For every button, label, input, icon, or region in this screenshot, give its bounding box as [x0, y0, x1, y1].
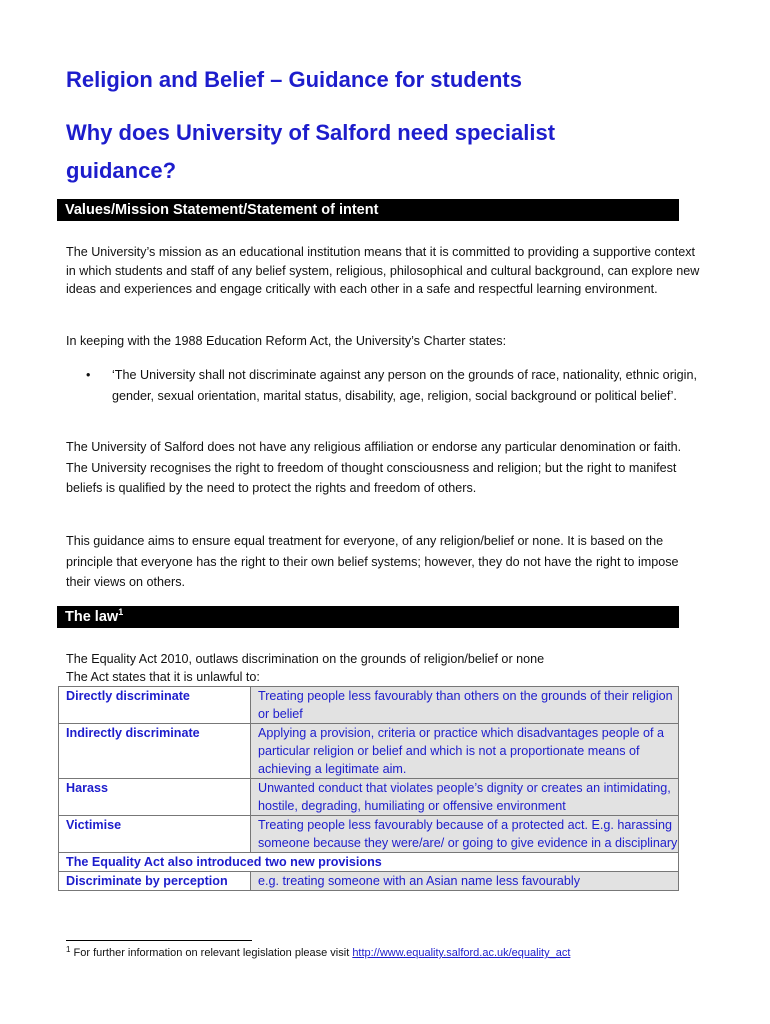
paragraph-guidance-aim: This guidance aims to ensure equal treatment for everyone, of any religion/belief or none. It is based on the principle that everyone has the right to their own belief systems; however, they do not have the right to impose their views on others. — [66, 534, 679, 589]
table-definition-cell: Treating people less favourably than others on the grounds of their religion or belief — [251, 687, 679, 724]
paragraph-mission: The University’s mission as an educational institution means that it is committed to providing a supportive context in which students and staff of any belief system, religious, philosophical and cultural background, can explore new ideas and experiences and engage critically with each other in a safe and respectful learning environment. — [66, 245, 700, 296]
table-row — [59, 853, 679, 872]
table-definition-cell: e.g. treating someone with an Asian name less favourably — [251, 872, 679, 891]
table-definition-cell: Applying a provision, criteria or practice which disadvantages people of a particular religion or belief and which is not a proportionate means of achieving a legitimate aim. — [251, 724, 679, 779]
law-intro-equality-act: The Equality Act 2010, outlaws discrimination on the grounds of religion/belief or none — [66, 652, 545, 666]
table-row — [59, 816, 679, 853]
table-term-cell: Directly discriminate — [59, 687, 251, 724]
table-row — [59, 687, 679, 724]
table-term-cell: Discriminate by perception — [59, 872, 251, 891]
footnote-reference[interactable]: 1 — [118, 607, 124, 617]
table-definition-cell: Treating people less favourably because of a protected act. E.g. harassing someone because they were/are/ or going to give evidence in a disciplinary — [251, 816, 679, 853]
section-heading-law-label: The law — [65, 609, 119, 625]
bullet-icon: • — [86, 368, 91, 382]
paragraph-charter-intro: In keeping with the 1988 Education Reform Act, the University’s Charter states: — [66, 334, 507, 348]
footnote-divider — [66, 940, 252, 941]
table-row — [59, 724, 679, 779]
discrimination-table — [58, 686, 679, 891]
equality-act-link[interactable]: http://www.equality.salford.ac.uk/equality_act — [352, 947, 571, 959]
table-spanning-heading: The Equality Act also introduced two new provisions — [59, 853, 679, 872]
section-heading-law — [57, 606, 679, 628]
section-heading-values: Values/Mission Statement/Statement of intent — [57, 199, 679, 221]
footnote — [66, 945, 726, 961]
table-row — [59, 872, 679, 891]
charter-quote-text: ‘The University shall not discriminate against any person on the grounds of race, nationality, ethnic origin, gender, sexual orientation, marital status, disability, age, religion, social background or political belief’. — [112, 368, 697, 403]
table-definition-cell: Unwanted conduct that violates people’s dignity or creates an intimidating, hostile, degrading, humiliating or offensive environment — [251, 779, 679, 816]
paragraph-affiliation: The University of Salford does not have any religious affiliation or endorse any particular denomination or faith. The University recognises the right to freedom of thought consciousness and religion; but the right to manifest beliefs is qualified by the need to protect the rights and freedom of others. — [66, 440, 682, 495]
footnote-text: For further information on relevant legislation please visit — [70, 947, 353, 959]
footnote-marker: 1 — [66, 945, 71, 954]
table-term-cell: Victimise — [59, 816, 251, 853]
table-term-cell: Harass — [59, 779, 251, 816]
table-row — [59, 779, 679, 816]
document-subtitle: Why does University of Salford need specialist guidance? — [66, 120, 556, 183]
document-title: Religion and Belief – Guidance for students — [66, 67, 522, 92]
table-term-cell: Indirectly discriminate — [59, 724, 251, 779]
law-intro-unlawful: The Act states that it is unlawful to: — [66, 670, 260, 684]
